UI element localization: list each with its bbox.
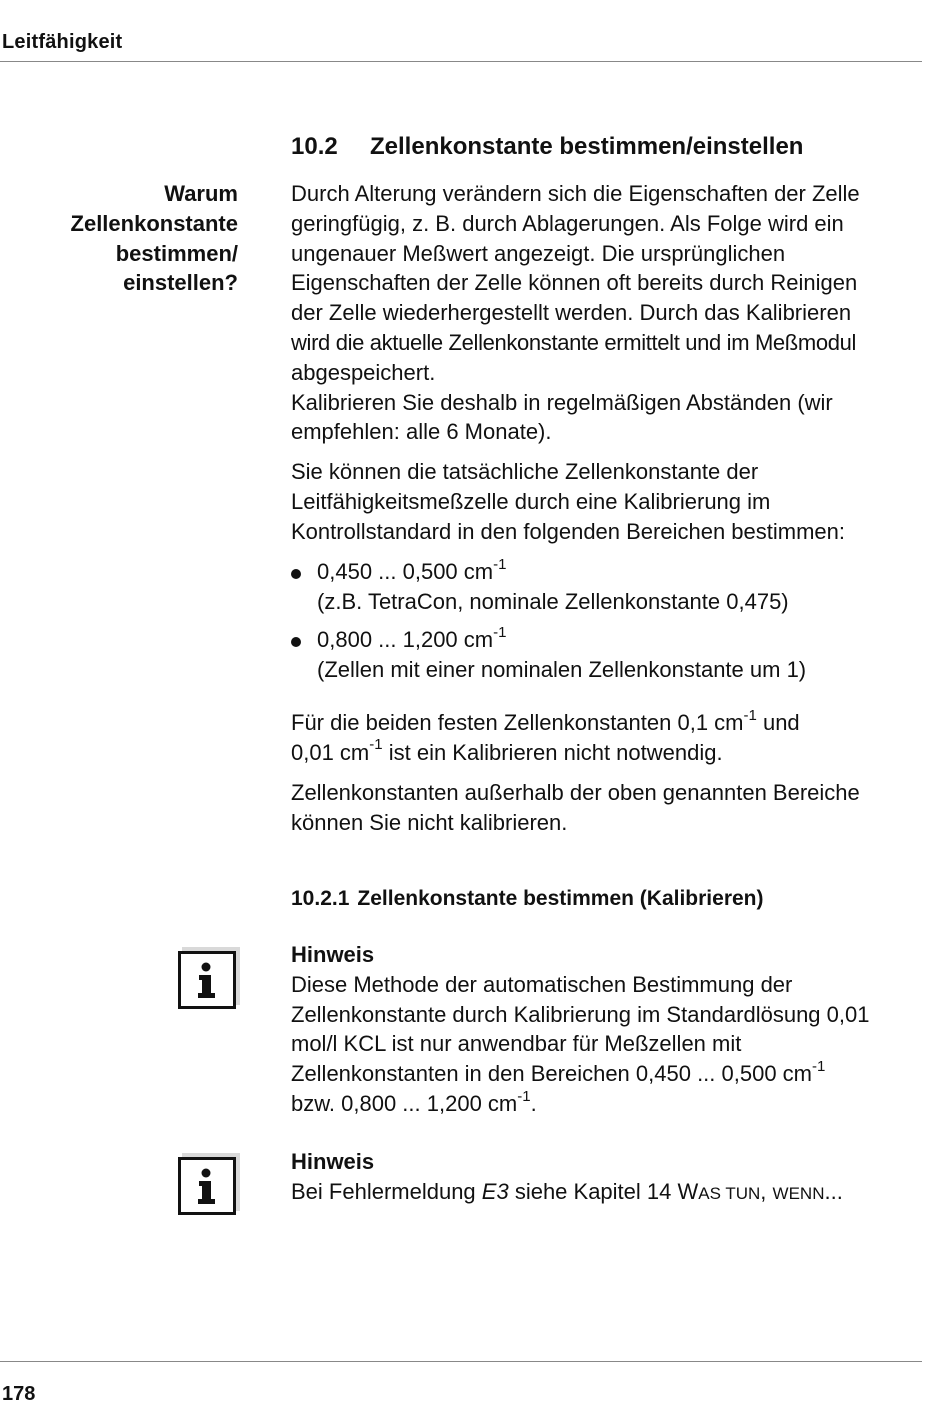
bullet-dot: [291, 637, 301, 647]
text-span: Zellenkonstanten in den Bereichen 0,450 ... 0,500 cm: [291, 1061, 813, 1087]
exponent: -1: [743, 706, 757, 724]
note-1: [291, 940, 931, 1119]
text-line: Durch Alterung verändern sich die Eigenschaften der Zelle: [291, 181, 860, 206]
info-icon: [178, 951, 236, 1009]
header-divider: [0, 61, 922, 62]
text-span: Für die beiden festen Zellenkonstanten 0,1 cm: [291, 710, 744, 735]
side-heading-line: Warum: [164, 181, 238, 206]
text-line: mol/l KCL ist nur anwendbar für Meßzellen mit: [291, 1031, 742, 1057]
bullet-dot: [291, 569, 301, 579]
outside-range-paragraph: [291, 778, 931, 838]
note-label: Hinweis: [291, 1149, 375, 1174]
text-line: können Sie nicht kalibrieren.: [291, 809, 568, 835]
note-2: [291, 1147, 931, 1209]
exponent: -1: [369, 736, 383, 754]
footer-divider: [0, 1361, 922, 1362]
page-number: 178: [2, 1383, 36, 1405]
section-heading: [291, 133, 803, 161]
text-span: ist ein Kalibrieren nicht notwendig.: [382, 739, 723, 765]
note-label: Hinweis: [291, 942, 375, 967]
bullet-text: [317, 557, 789, 617]
text-line: ungenauer Meßwert angezeigt. Die ursprünglichen: [291, 240, 786, 266]
bullet-text: [317, 625, 806, 685]
chapter-reference: WAS TUN, WENN...: [677, 1178, 843, 1204]
range-value: 0,450 ... 0,500 cm: [317, 559, 494, 584]
text-line: Kontrollstandard in den folgenden Bereichen bestimmen:: [291, 518, 846, 544]
text-span: 0,01 cm: [291, 739, 370, 765]
text-line: Leitfähigkeitsmeßzelle durch eine Kalibrierung im: [291, 488, 771, 514]
text-span: Bei Fehlermeldung: [291, 1178, 482, 1204]
text-line: geringfügig, z. B. durch Ablagerungen. Als Folge wird ein: [291, 210, 844, 236]
text-span: siehe Kapitel 14: [508, 1178, 678, 1204]
text-line: Kalibrieren Sie deshalb in regelmäßigen Abständen (wir: [291, 389, 833, 415]
section-number: 10.2: [291, 133, 338, 160]
exponent: -1: [493, 623, 507, 641]
subsection-heading: [291, 887, 764, 911]
side-heading-line: bestimmen/: [115, 240, 238, 266]
range-value: 0,800 ... 1,200 cm: [317, 627, 494, 652]
text-line: Zellenkonstanten außerhalb der oben genannten Bereiche: [291, 780, 860, 805]
exponent: -1: [517, 1087, 531, 1105]
text-line: der Zelle wiederhergestellt werden. Durch das Kalibrieren: [291, 300, 852, 326]
error-code: E3: [481, 1178, 509, 1204]
ranges-intro-paragraph: [291, 457, 931, 546]
subsection-title: Zellenkonstante bestimmen (Kalibrieren): [357, 887, 764, 910]
text-line: wird die aktuelle Zellenkonstante ermittelt und im Meßmodul: [291, 329, 857, 355]
text-line: Sie können die tatsächliche Zellenkonstante der: [291, 459, 759, 484]
range-note: (z.B. TetraCon, nominale Zellenkonstante 0,475): [317, 588, 789, 614]
text-line: empfehlen: alle 6 Monate).: [291, 419, 552, 445]
side-heading: [71, 179, 238, 298]
section-title: Zellenkonstante bestimmen/einstellen: [370, 133, 804, 160]
range-note: (Zellen mit einer nominalen Zellenkonstante um 1): [317, 656, 807, 682]
intro-paragraph: [291, 179, 931, 447]
side-heading-line: Zellenkonstante: [70, 210, 238, 236]
text-span: bzw. 0,800 ... 1,200 cm: [291, 1090, 518, 1116]
text-line: abgespeichert.: [291, 359, 436, 385]
exponent: -1: [493, 555, 507, 573]
text-span: .: [530, 1090, 537, 1116]
running-header: Leitfähigkeit: [2, 31, 123, 53]
text-line: Eigenschaften der Zelle können oft bereits durch Reinigen: [291, 270, 858, 296]
exponent: -1: [812, 1057, 826, 1075]
fixed-constants-paragraph: [291, 708, 931, 768]
side-heading-line: einstellen?: [123, 270, 238, 296]
text-line: Zellenkonstante durch Kalibrierung im Standardlösung 0,01: [291, 1001, 870, 1027]
info-icon: [178, 1157, 236, 1215]
subsection-number: 10.2.1: [291, 887, 350, 910]
text-line: Diese Methode der automatischen Bestimmung der: [291, 971, 793, 997]
text-span: und: [756, 710, 800, 735]
